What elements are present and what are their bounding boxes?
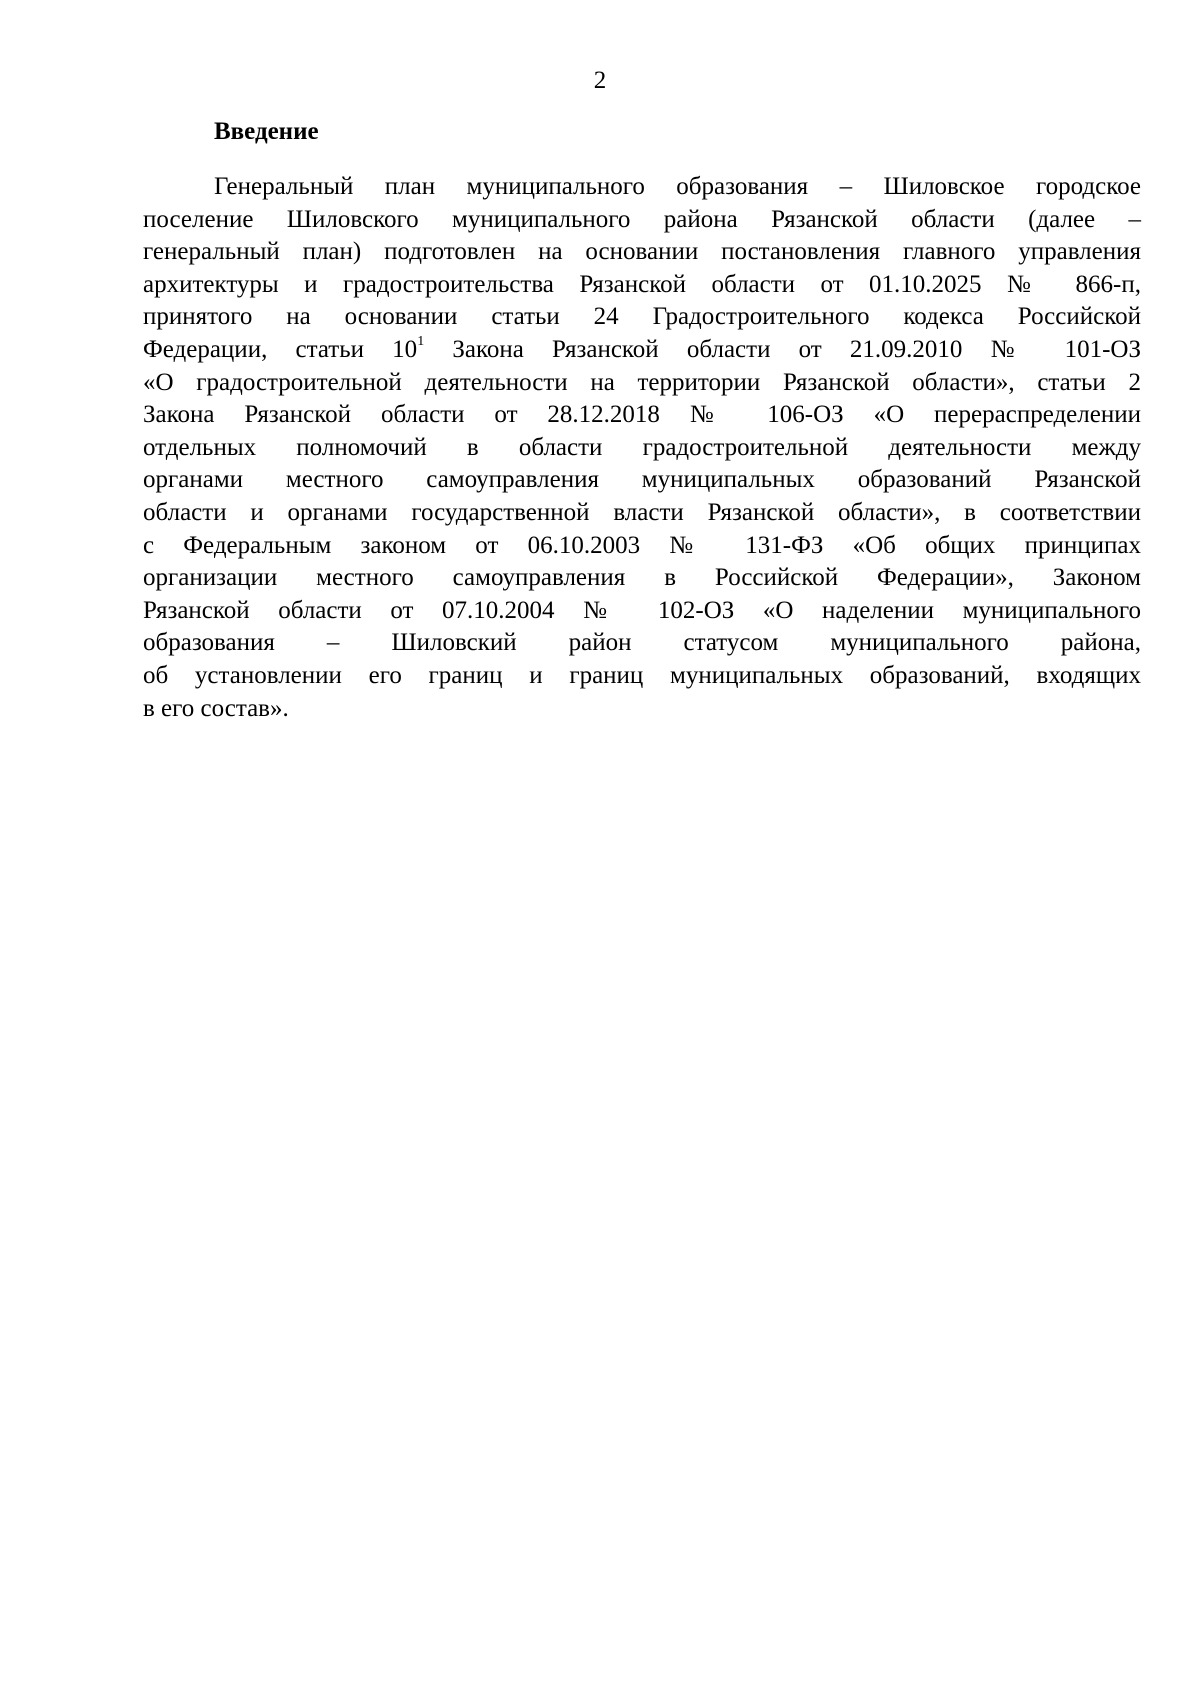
paragraph-line: с Федеральным законом от 06.10.2003 № 131-ФЗ «Об общих принципах <box>143 531 1141 559</box>
paragraph-line: организации местного самоуправления в Российской Федерации», Законом <box>143 564 1141 592</box>
page-number: 2 <box>593 67 607 94</box>
paragraph-line: области и органами государственной власти Рязанской области», в соответствии <box>143 498 1141 526</box>
paragraph-line: об установлении его границ и границ муниципальных образований, входящих <box>143 661 1141 689</box>
paragraph-line: принятого на основании статьи 24 Градостроительного кодекса Российской <box>143 303 1141 331</box>
line-fragment: Закона Рязанской области от 21.09.2010 № 101-ОЗ <box>424 335 1141 363</box>
paragraph-line: органами местного самоуправления муниципальных образований Рязанской <box>143 466 1141 494</box>
paragraph-line: Закона Рязанской области от 28.12.2018 № 106-ОЗ «О перераспределении <box>143 401 1141 429</box>
paragraph-line: образования – Шиловский район статусом муниципального района, <box>143 629 1141 657</box>
paragraph-line: «О градостроительной деятельности на территории Рязанской области», статьи 2 <box>143 368 1141 396</box>
section-heading: Введение <box>214 118 319 145</box>
body-paragraph <box>143 171 1141 725</box>
paragraph-line: архитектуры и градостроительства Рязанской области от 01.10.2025 № 866-п, <box>143 270 1141 298</box>
paragraph-line-with-superscript <box>143 334 1141 367</box>
paragraph-line: отдельных полномочий в области градостроительной деятельности между <box>143 433 1141 461</box>
paragraph-line: генеральный план) подготовлен на основании постановления главного управления <box>143 238 1141 266</box>
line-fragment: Федерации, статьи 10 <box>143 335 418 363</box>
paragraph-line: Рязанской области от 07.10.2004 № 102-ОЗ «О наделении муниципального <box>143 596 1141 624</box>
superscript: 1 <box>417 333 425 349</box>
paragraph-line: поселение Шиловского муниципального района Рязанской области (далее – <box>143 205 1141 233</box>
paragraph-line: Генеральный план муниципального образования – Шиловское городское <box>214 173 1141 200</box>
paragraph-line-last: в его состав». <box>143 694 289 722</box>
